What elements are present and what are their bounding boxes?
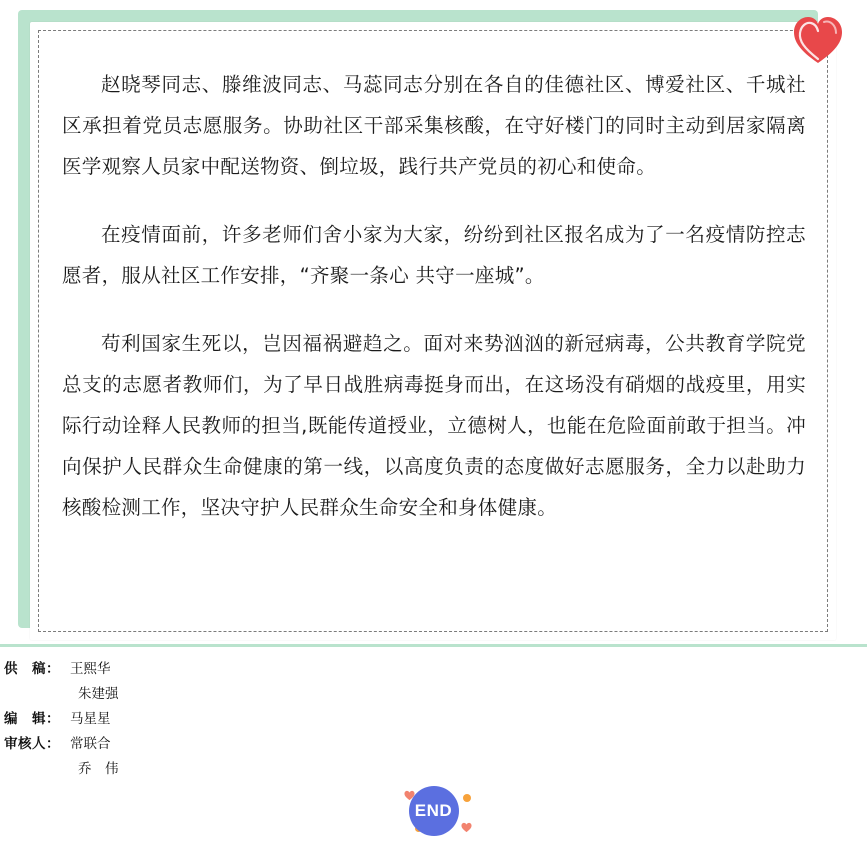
- credit-value: 乔 伟: [78, 761, 119, 777]
- article-body: [62, 64, 806, 528]
- credits-divider: [0, 644, 867, 647]
- end-footer: [0, 782, 867, 842]
- credit-label: 供 稿：: [4, 661, 60, 677]
- paragraph-1: 赵晓琴同志、滕维波同志、马蕊同志分别在各自的佳德社区、博爱社区、千城社区承担着党员志愿服务。协助社区干部采集核酸，在守好楼门的同时主动到居家隔离医学观察人员家中配送物资、倒垃圾，践行共产党员的初心和使命。: [62, 73, 806, 178]
- paragraph-2: 在疫情面前，许多老师们舍小家为大家，纷纷到社区报名成为了一名疫情防控志愿者，服从社区工作安排，“齐聚一条心 共守一座城”。: [62, 223, 806, 287]
- credit-row: [0, 682, 867, 707]
- credit-value: 朱建强: [78, 686, 119, 702]
- credit-value: 马星星: [70, 711, 111, 727]
- credit-row: [0, 657, 867, 682]
- paragraph-3: 苟利国家生死以，岂因福祸避趋之。面对来势汹汹的新冠病毒，公共教育学院党总支的志愿者教师们，为了早日战胜病毒挺身而出，在这场没有硝烟的战疫里，用实际行动诠释人民教师的担当,既能传道授业，立德树人，也能在危险面前敢于担当。冲向保护人民群众生命健康的第一线，以高度负责的态度做好志愿服务，全力以赴助力核酸检测工作，坚决守护人民群众生命安全和身体健康。: [62, 332, 806, 519]
- small-heart-icon: [461, 822, 472, 833]
- heart-icon: [791, 14, 845, 66]
- decorative-dot: [463, 794, 471, 802]
- credit-label: 审核人：: [4, 736, 60, 752]
- credit-row: [0, 757, 867, 782]
- end-badge: END: [409, 786, 459, 836]
- credit-value: 常联合: [70, 736, 111, 752]
- credits-block: [0, 644, 867, 782]
- credit-label: 编 辑：: [4, 711, 60, 727]
- credit-row: [0, 707, 867, 732]
- credit-value: 王熙华: [70, 661, 111, 677]
- credit-row: [0, 732, 867, 757]
